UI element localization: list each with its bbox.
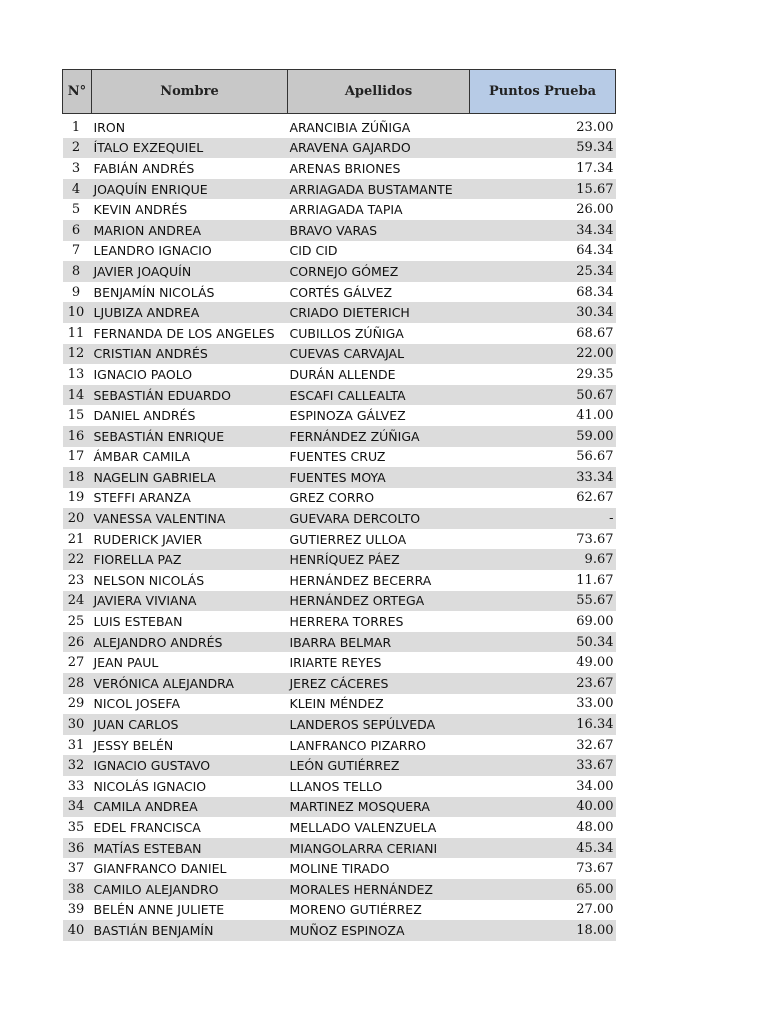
row-number: 23 <box>67 572 85 588</box>
row-points: 41.00 <box>576 408 614 424</box>
table-row <box>63 158 616 179</box>
row-number: 28 <box>63 673 92 694</box>
row-last-name: MUÑOZ ESPINOZA <box>288 920 470 941</box>
row-points: 30.34 <box>470 302 616 323</box>
row-points: 40.00 <box>470 797 616 818</box>
row-number: 31 <box>67 737 85 753</box>
table-row <box>63 529 616 550</box>
row-number: 35 <box>67 819 85 835</box>
row-last-name: GREZ CORRO <box>289 490 375 506</box>
row-last-name: HERNÁNDEZ ORTEGA <box>288 591 470 612</box>
table-row <box>63 776 616 797</box>
row-number: 3 <box>71 160 81 176</box>
row-number: 40 <box>63 920 92 941</box>
table-row <box>63 179 616 200</box>
row-first-name: NELSON NICOLÁS <box>93 572 205 588</box>
table-row <box>63 838 616 859</box>
table-row <box>63 241 616 262</box>
row-points: 68.67 <box>576 325 614 341</box>
row-last-name: LANFRANCO PIZARRO <box>289 737 427 753</box>
row-number: 30 <box>63 714 92 735</box>
table-row <box>63 302 616 323</box>
row-last-name: CORTÉS GÁLVEZ <box>289 284 393 300</box>
row-first-name: JUAN CARLOS <box>92 714 288 735</box>
table-row <box>63 426 616 447</box>
row-points: 50.34 <box>470 632 616 653</box>
row-points: 69.00 <box>576 614 614 630</box>
score-sheet <box>62 69 615 941</box>
row-points: 49.00 <box>576 655 614 671</box>
row-number: 32 <box>63 755 92 776</box>
row-last-name: ESPINOZA GÁLVEZ <box>289 408 406 424</box>
table-row <box>63 570 616 591</box>
row-first-name: NAGELIN GABRIELA <box>92 467 288 488</box>
row-first-name: NICOLÁS IGNACIO <box>93 778 207 794</box>
row-last-name: MELLADO VALENZUELA <box>289 819 437 835</box>
row-number: 34 <box>63 797 92 818</box>
row-first-name: LEANDRO IGNACIO <box>93 243 212 259</box>
row-points: 48.00 <box>576 819 614 835</box>
row-points: 16.34 <box>470 714 616 735</box>
row-first-name: BENJAMÍN NICOLÁS <box>93 284 215 300</box>
row-number: 9 <box>71 284 81 300</box>
row-first-name: BELÉN ANNE JULIETE <box>93 902 225 918</box>
row-last-name: JEREZ CÁCERES <box>288 673 470 694</box>
row-number: 26 <box>63 632 92 653</box>
row-last-name: DURÁN ALLENDE <box>289 366 396 382</box>
row-last-name: LANDEROS SEPÚLVEDA <box>288 714 470 735</box>
row-first-name: JOAQUÍN ENRIQUE <box>92 179 288 200</box>
row-first-name: NICOL JOSEFA <box>93 696 180 712</box>
row-last-name: GUEVARA DERCOLTO <box>288 508 470 529</box>
row-points: 73.67 <box>576 861 614 877</box>
row-points: 27.00 <box>576 902 614 918</box>
table-row <box>63 549 616 570</box>
table-row <box>63 344 616 365</box>
row-last-name: MORALES HERNÁNDEZ <box>288 879 470 900</box>
row-number: 10 <box>63 302 92 323</box>
table-row <box>63 220 616 241</box>
table-row <box>63 755 616 776</box>
row-number: 27 <box>67 655 85 671</box>
row-last-name: CUEVAS CARVAJAL <box>288 344 470 365</box>
row-number: 18 <box>63 467 92 488</box>
row-number: 11 <box>67 325 85 341</box>
row-points: 26.00 <box>576 202 614 218</box>
table-row <box>63 282 616 303</box>
row-last-name: FUENTES MOYA <box>288 467 470 488</box>
row-last-name: KLEIN MÉNDEZ <box>289 696 384 712</box>
table-row <box>63 714 616 735</box>
row-last-name: MIANGOLARRA CERIANI <box>288 838 470 859</box>
row-first-name: IGNACIO PAOLO <box>93 366 193 382</box>
row-number: 1 <box>71 119 81 135</box>
table-row <box>63 261 616 282</box>
row-points: 18.00 <box>470 920 616 941</box>
table-row <box>63 405 616 426</box>
row-first-name: ÁMBAR CAMILA <box>93 449 191 465</box>
row-first-name: FIORELLA PAZ <box>92 549 288 570</box>
row-first-name: JAVIERA VIVIANA <box>92 591 288 612</box>
row-number: 7 <box>71 243 81 259</box>
row-number: 22 <box>63 549 92 570</box>
row-number: 20 <box>63 508 92 529</box>
row-points: 32.67 <box>576 737 614 753</box>
row-first-name: BASTIÁN BENJAMÍN <box>92 920 288 941</box>
row-last-name: ESCAFI CALLEALTA <box>288 385 470 406</box>
row-last-name: GUTIERREZ ULLOA <box>289 531 407 547</box>
row-last-name: ARANCIBIA ZÚÑIGA <box>289 119 411 135</box>
row-points: 17.34 <box>576 160 614 176</box>
row-number: 16 <box>63 426 92 447</box>
row-first-name: LUIS ESTEBAN <box>93 614 183 630</box>
row-last-name: LEÓN GUTIÉRREZ <box>288 755 470 776</box>
row-number: 15 <box>67 408 85 424</box>
row-last-name: MORENO GUTIÉRREZ <box>289 902 422 918</box>
table-row <box>63 797 616 818</box>
row-last-name: HERNÁNDEZ BECERRA <box>289 572 432 588</box>
table-row <box>63 735 616 756</box>
scores-table <box>62 69 616 941</box>
table-row <box>63 591 616 612</box>
row-first-name: ÍTALO EXZEQUIEL <box>92 138 288 159</box>
table-row <box>63 920 616 941</box>
row-number: 38 <box>63 879 92 900</box>
row-last-name: IBARRA BELMAR <box>288 632 470 653</box>
row-first-name: RUDERICK JAVIER <box>93 531 203 547</box>
row-number: 13 <box>67 366 85 382</box>
row-last-name: HENRÍQUEZ PÁEZ <box>288 549 470 570</box>
row-last-name: HERRERA TORRES <box>289 614 404 630</box>
row-points: 25.34 <box>470 261 616 282</box>
row-last-name: ARRIAGADA TAPIA <box>289 202 403 218</box>
row-first-name: GIANFRANCO DANIEL <box>93 861 227 877</box>
table-row <box>63 508 616 529</box>
row-first-name: CAMILA ANDREA <box>92 797 288 818</box>
row-last-name: CORNEJO GÓMEZ <box>288 261 470 282</box>
row-last-name: CRIADO DIETERICH <box>288 302 470 323</box>
table-row <box>63 694 616 715</box>
row-number: 6 <box>63 220 92 241</box>
row-points: 73.67 <box>576 531 614 547</box>
row-points: 22.00 <box>470 344 616 365</box>
row-last-name: MARTINEZ MOSQUERA <box>288 797 470 818</box>
row-points: 56.67 <box>576 449 614 465</box>
row-last-name: FUENTES CRUZ <box>289 449 386 465</box>
row-last-name: LLANOS TELLO <box>289 778 383 794</box>
table-row <box>63 138 616 159</box>
row-points: 55.67 <box>470 591 616 612</box>
row-number: 19 <box>67 490 85 506</box>
row-points: 33.67 <box>470 755 616 776</box>
row-points: 33.34 <box>470 467 616 488</box>
row-points: 15.67 <box>470 179 616 200</box>
row-first-name: FERNANDA DE LOS ANGELES <box>93 325 275 341</box>
row-points: 59.00 <box>470 426 616 447</box>
row-number: 17 <box>67 449 85 465</box>
row-points: 68.34 <box>576 284 614 300</box>
row-number: 14 <box>63 385 92 406</box>
table-row <box>63 117 616 138</box>
row-last-name: BRAVO VARAS <box>288 220 470 241</box>
row-first-name: CAMILO ALEJANDRO <box>92 879 288 900</box>
row-first-name: VERÓNICA ALEJANDRA <box>92 673 288 694</box>
row-first-name: IGNACIO GUSTAVO <box>92 755 288 776</box>
row-last-name: ARRIAGADA BUSTAMANTE <box>288 179 470 200</box>
table-row <box>63 652 616 673</box>
row-last-name: IRIARTE REYES <box>289 655 382 671</box>
row-first-name: LJUBIZA ANDREA <box>92 302 288 323</box>
row-first-name: FABIÁN ANDRÉS <box>93 160 195 176</box>
header-points: Puntos Prueba <box>470 70 616 114</box>
table-row <box>63 199 616 220</box>
row-first-name: JEAN PAUL <box>93 655 159 671</box>
row-first-name: CRISTIAN ANDRÉS <box>92 344 288 365</box>
header-name: Nombre <box>92 70 288 114</box>
row-number: 8 <box>63 261 92 282</box>
table-row <box>63 323 616 344</box>
row-last-name: CID CID <box>289 243 338 259</box>
row-points: - <box>470 508 616 529</box>
row-number: 39 <box>67 902 85 918</box>
row-first-name: SEBASTIÁN EDUARDO <box>92 385 288 406</box>
table-row <box>63 467 616 488</box>
row-points: 59.34 <box>470 138 616 159</box>
row-number: 4 <box>63 179 92 200</box>
row-first-name: JESSY BELÉN <box>93 737 174 753</box>
row-first-name: MATÍAS ESTEBAN <box>92 838 288 859</box>
row-first-name: EDEL FRANCISCA <box>93 819 201 835</box>
table-row <box>63 611 616 632</box>
row-first-name: KEVIN ANDRÉS <box>93 202 188 218</box>
row-last-name: ARAVENA GAJARDO <box>288 138 470 159</box>
row-first-name: DANIEL ANDRÉS <box>93 408 196 424</box>
row-number: 12 <box>63 344 92 365</box>
row-points: 62.67 <box>576 490 614 506</box>
header-number: N° <box>63 70 92 114</box>
row-points: 34.34 <box>470 220 616 241</box>
row-number: 5 <box>71 202 81 218</box>
table-row <box>63 673 616 694</box>
table-body <box>63 117 616 941</box>
row-last-name: ARENAS BRIONES <box>289 160 401 176</box>
row-number: 2 <box>63 138 92 159</box>
table-row <box>63 817 616 838</box>
row-last-name: FERNÁNDEZ ZÚÑIGA <box>288 426 470 447</box>
row-points: 29.35 <box>576 366 614 382</box>
row-number: 24 <box>63 591 92 612</box>
row-first-name: JAVIER JOAQUÍN <box>92 261 288 282</box>
row-points: 50.67 <box>470 385 616 406</box>
table-row <box>63 364 616 385</box>
row-points: 9.67 <box>470 549 616 570</box>
table-row <box>63 900 616 921</box>
table-row <box>63 632 616 653</box>
row-first-name: IRON <box>93 119 126 135</box>
table-row <box>63 447 616 468</box>
row-first-name: SEBASTIÁN ENRIQUE <box>92 426 288 447</box>
row-number: 37 <box>67 861 85 877</box>
table-row <box>63 385 616 406</box>
table-row <box>63 879 616 900</box>
table-row <box>63 488 616 509</box>
row-points: 45.34 <box>470 838 616 859</box>
row-last-name: MOLINE TIRADO <box>289 861 390 877</box>
row-last-name: CUBILLOS ZÚÑIGA <box>289 325 404 341</box>
row-points: 65.00 <box>470 879 616 900</box>
row-first-name: MARION ANDREA <box>92 220 288 241</box>
row-first-name: ALEJANDRO ANDRÉS <box>92 632 288 653</box>
row-points: 23.00 <box>576 119 614 135</box>
row-first-name: STEFFI ARANZA <box>93 490 191 506</box>
row-points: 23.67 <box>470 673 616 694</box>
row-points: 11.67 <box>576 572 614 588</box>
row-number: 25 <box>67 614 85 630</box>
row-first-name: VANESSA VALENTINA <box>92 508 288 529</box>
row-number: 36 <box>63 838 92 859</box>
row-points: 64.34 <box>576 243 614 259</box>
header-last-name: Apellidos <box>288 70 470 114</box>
row-points: 33.00 <box>576 696 614 712</box>
table-header <box>63 70 616 118</box>
row-points: 34.00 <box>576 778 614 794</box>
row-number: 21 <box>67 531 85 547</box>
row-number: 33 <box>67 778 85 794</box>
table-row <box>63 858 616 879</box>
row-number: 29 <box>67 696 85 712</box>
